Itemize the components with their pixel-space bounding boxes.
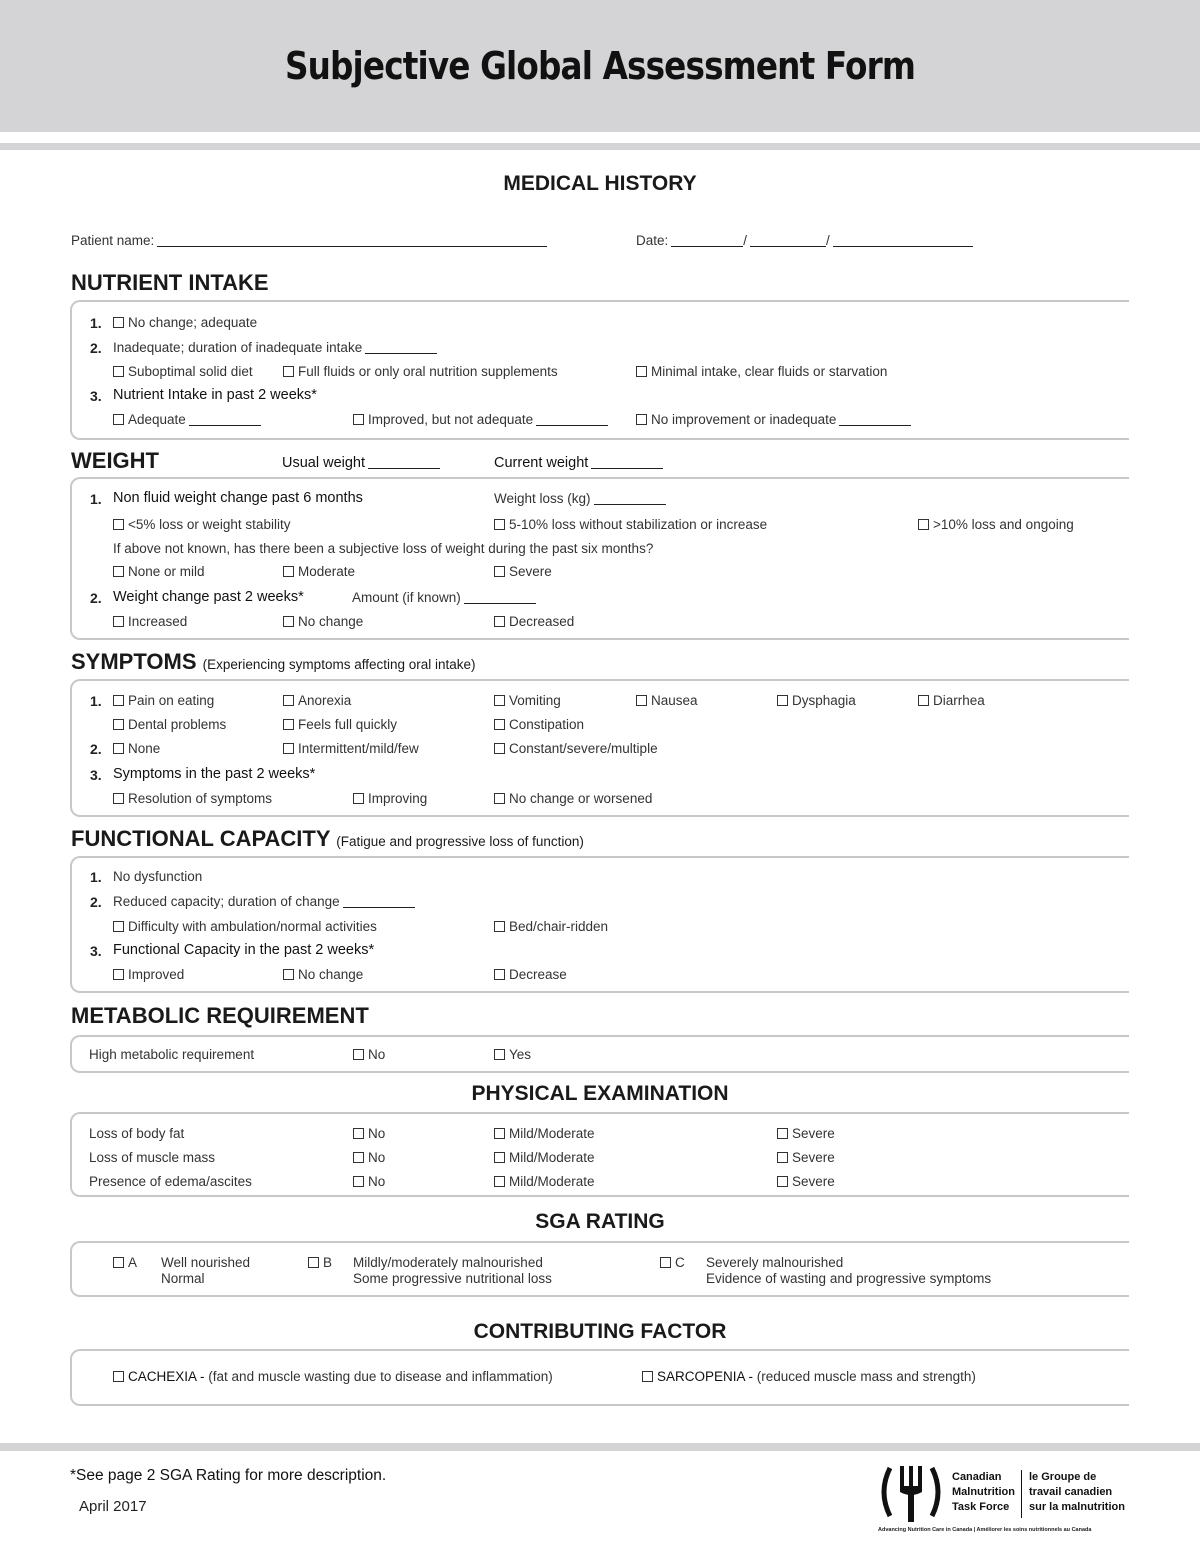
weight-change-6-months-label: Non fluid weight change past 6 months [113,490,363,506]
checkbox-lt5-loss[interactable] [113,517,290,532]
weight-heading: WEIGHT [71,448,159,473]
date-day-line[interactable] [671,246,743,247]
date-year-line[interactable] [833,246,973,247]
checkbox-moderate[interactable] [283,564,355,579]
date-month-line[interactable] [750,246,826,247]
checkbox-icon[interactable] [494,969,505,980]
checkbox-icon[interactable] [113,1257,124,1268]
option-label: >10% loss and ongoing [933,517,1074,532]
checkbox-icon[interactable] [283,695,294,706]
checkbox-no-improvement[interactable] [636,412,911,427]
checkbox-icon[interactable] [113,1371,124,1382]
revision-date: April 2017 [79,1498,147,1515]
field-line[interactable] [189,425,261,426]
option-label: Diarrhea [933,693,985,708]
item-number: 3. [90,388,102,404]
field-line[interactable] [343,907,415,908]
physical-examination-heading: PHYSICAL EXAMINATION [471,1082,729,1105]
checkbox-icon[interactable] [777,1176,788,1187]
option-label: <5% loss or weight stability [128,517,291,532]
checkbox-icon[interactable] [636,695,647,706]
option-label: Intermittent/mild/few [298,741,419,756]
page-title: Subjective Global Assessment Form [284,44,916,88]
checkbox-increased[interactable] [113,614,187,629]
option-label: None [128,741,161,756]
option-label: Improving [368,791,428,806]
checkbox-body-fat-no[interactable] [353,1126,385,1141]
factor-description: (reduced muscle mass and strength) [756,1369,976,1384]
logo-divider [1021,1470,1022,1518]
checkbox-icon[interactable] [353,414,364,425]
checkbox-edema-no[interactable] [353,1174,385,1189]
field-line[interactable] [591,468,663,469]
checkbox-none-mild[interactable] [113,564,205,579]
field-line[interactable] [536,425,608,426]
option-label: None or mild [128,564,205,579]
checkbox-icon[interactable] [777,695,788,706]
checkbox-body-fat-mild[interactable] [494,1126,595,1141]
checkbox-icon[interactable] [642,1371,653,1382]
option-label: Mild/Moderate [509,1174,595,1189]
field-line[interactable] [368,468,440,469]
checkbox-icon[interactable] [918,695,929,706]
checkbox-bed-chair-ridden[interactable] [494,919,608,934]
option-label: Decreased [509,614,575,629]
checkbox-pain-on-eating[interactable] [113,693,214,708]
patient-name-line[interactable] [157,246,547,247]
item-number: 2. [90,340,102,356]
sga-c-description [706,1255,991,1287]
logo-line: sur la malnutrition [1029,1501,1125,1513]
checkbox-icon[interactable] [113,317,124,328]
option-label: Constipation [509,717,585,732]
checkbox-icon[interactable] [283,969,294,980]
option-label: Severe [792,1126,835,1141]
option-label: Vomiting [509,693,561,708]
checkbox-sga-b[interactable] [308,1255,332,1270]
checkbox-icon[interactable] [494,616,505,627]
checkbox-metabolic-yes[interactable] [494,1047,531,1062]
logo-line: Malnutrition [952,1486,1015,1498]
checkbox-improved-not-adequate[interactable] [353,412,608,427]
option-label: Decrease [509,967,567,982]
option-label: Resolution of symptoms [128,791,273,806]
checkbox-feels-full-quickly[interactable] [283,717,397,732]
subjective-loss-question: If above not known, has there been a subjective loss of weight during the past six months? [113,541,654,556]
checkbox-icon[interactable] [283,719,294,730]
physical-row-label: Loss of body fat [89,1126,185,1141]
option-label: No [368,1174,386,1189]
checkbox-edema-severe[interactable] [777,1174,835,1189]
field-label: Usual weight [282,455,366,471]
checkbox-icon[interactable] [494,793,505,804]
contributing-factor-heading: CONTRIBUTING FACTOR [473,1320,727,1343]
checkbox-icon[interactable] [494,1049,505,1060]
weight-loss-kg-field[interactable] [494,491,666,506]
date-field[interactable] [636,233,973,248]
rating-letter: A [128,1255,138,1270]
symptoms-heading [71,649,476,675]
functional-capacity-2-weeks-label: Functional Capacity in the past 2 weeks* [113,942,375,958]
option-label: Feels full quickly [298,717,398,732]
checkbox-icon[interactable] [113,921,124,932]
option-label: No change [298,614,364,629]
medical-history-heading: MEDICAL HISTORY [503,172,697,195]
checkbox-dental-problems[interactable] [113,717,226,732]
checkbox-icon[interactable] [494,566,505,577]
field-line[interactable] [464,603,536,604]
checkbox-decreased[interactable] [494,614,574,629]
logo-line: Canadian [952,1471,1002,1483]
option-label: No change [298,967,364,982]
option-label: Full fluids or only oral nutrition supplements [298,364,558,379]
checkbox-icon[interactable] [113,969,124,980]
option-label: Moderate [298,564,356,579]
checkbox-no-change-fc[interactable] [283,967,363,982]
current-weight-field[interactable] [494,455,663,471]
footer-divider [0,1443,1200,1451]
symptoms-2-weeks-label: Symptoms in the past 2 weeks* [113,766,316,782]
checkbox-vomiting[interactable] [494,693,561,708]
checkbox-icon[interactable] [636,414,647,425]
option-label: Mild/Moderate [509,1126,595,1141]
factor-name: SARCOPENIA - [657,1369,754,1384]
checkbox-icon[interactable] [113,566,124,577]
checkbox-sarcopenia[interactable] [642,1369,976,1384]
fork-logo-icon [876,1462,946,1524]
section-title: SYMPTOMS [71,649,197,674]
logo-text-french [1029,1470,1125,1515]
option-label: Improved [128,967,185,982]
option-label: Severe [509,564,552,579]
option-label: Severe [792,1174,835,1189]
option-label: Yes [509,1047,532,1062]
usual-weight-field[interactable] [282,455,440,471]
patient-name-label: Patient name: [71,233,155,248]
option-label: Adequate [128,412,186,427]
option-label: No change or worsened [509,791,653,806]
physical-row-label: Loss of muscle mass [89,1150,216,1165]
checkbox-decrease[interactable] [494,967,567,982]
field-line[interactable] [365,353,437,354]
option-label: Constant/severe/multiple [509,741,658,756]
rating-line: Severely malnourished [706,1255,844,1270]
item-number: 3. [90,943,102,959]
checkbox-icon[interactable] [113,414,124,425]
factor-description: (fat and muscle wasting due to disease and inflammation) [208,1369,553,1384]
checkbox-none[interactable] [113,741,160,756]
field-label: Weight loss (kg) [494,491,591,506]
checkbox-icon[interactable] [494,1176,505,1187]
functional-capacity-heading [71,826,584,852]
rating-line: Normal [161,1271,205,1286]
factor-name: CACHEXIA - [128,1369,205,1384]
checkbox-icon[interactable] [113,743,124,754]
item-number: 1. [90,693,102,709]
checkbox-icon[interactable] [494,743,505,754]
date-sep-1: / [743,233,748,248]
section-title: FUNCTIONAL CAPACITY [71,826,331,851]
checkbox-severe[interactable] [494,564,552,579]
amount-if-known-field[interactable] [352,590,536,605]
checkbox-icon[interactable] [308,1257,319,1268]
logo-tagline: Advancing Nutrition Care in Canada | Améliorer les soins nutritionnels au Canada [878,1527,1092,1533]
checkbox-no-change[interactable] [283,614,363,629]
item-number: 1. [90,869,102,885]
checkbox-adequate[interactable] [113,412,261,427]
logo-line: Task Force [952,1501,1010,1513]
checkbox-constant[interactable] [494,741,658,756]
field-line[interactable] [594,504,666,505]
item-number: 3. [90,767,102,783]
checkbox-muscle-mass-severe[interactable] [777,1150,835,1165]
checkbox-icon[interactable] [777,1128,788,1139]
checkbox-icon[interactable] [113,695,124,706]
checkbox-improved[interactable] [113,967,184,982]
checkbox-icon[interactable] [660,1257,671,1268]
checkbox-body-fat-severe[interactable] [777,1126,835,1141]
checkbox-icon[interactable] [353,1176,364,1187]
item-number: 2. [90,590,102,606]
inadequate-duration-field[interactable] [113,340,437,355]
checkbox-icon[interactable] [113,366,124,377]
option-label: 5-10% loss without stabilization or increase [509,517,768,532]
physical-row-label: Presence of edema/ascites [89,1174,252,1189]
footnote: *See page 2 SGA Rating for more description. [70,1467,387,1484]
checkbox-dysphagia[interactable] [777,693,856,708]
option-label: Anorexia [298,693,352,708]
checkbox-icon[interactable] [494,519,505,530]
option-label: Difficulty with ambulation/normal activities [128,919,377,934]
checkbox-icon[interactable] [353,1152,364,1163]
checkbox-intermittent[interactable] [283,741,419,756]
rating-letter: B [323,1255,333,1270]
option-label: No improvement or inadequate [651,412,837,427]
metabolic-requirement-heading: METABOLIC REQUIREMENT [71,1003,369,1028]
option-label: Minimal intake, clear fluids or starvation [651,364,888,379]
option-label: Dysphagia [792,693,856,708]
rating-line: Evidence of wasting and progressive symptoms [706,1271,992,1286]
checkbox-icon[interactable] [353,1049,364,1060]
item-number: 1. [90,491,102,507]
item-number: 2. [90,894,102,910]
checkbox-icon[interactable] [283,743,294,754]
checkbox-cachexia[interactable] [113,1369,553,1384]
option-label: Nausea [651,693,698,708]
checkbox-icon[interactable] [353,1128,364,1139]
checkbox-icon[interactable] [113,616,124,627]
high-metabolic-requirement-label: High metabolic requirement [89,1047,255,1062]
checkbox-icon[interactable] [494,719,505,730]
nutrient-intake-heading: NUTRIENT INTAKE [71,270,269,295]
option-label: No [368,1150,386,1165]
option-label: Bed/chair-ridden [509,919,609,934]
option-label: Pain on eating [128,693,215,708]
checkbox-no-change-worsened[interactable] [494,791,652,806]
option-label: No [368,1126,386,1141]
checkbox-metabolic-no[interactable] [353,1047,385,1062]
logo-line: le Groupe de [1029,1471,1097,1483]
checkbox-icon[interactable] [113,793,124,804]
checkbox-muscle-mass-no[interactable] [353,1150,385,1165]
field-label: Amount (if known) [352,590,461,605]
rating-letter: C [675,1255,685,1270]
item-number: 2. [90,741,102,757]
section-subtitle: (Experiencing symptoms affecting oral intake) [202,657,476,672]
rating-line: Well nourished [161,1255,251,1270]
checkbox-edema-mild[interactable] [494,1174,595,1189]
logo-text-english [952,1470,1015,1515]
checkbox-icon[interactable] [283,616,294,627]
reduced-capacity-field[interactable] [113,894,415,909]
checkbox-nausea[interactable] [636,693,698,708]
sga-b-description [353,1255,552,1287]
date-label: Date: [636,233,669,248]
field-label: Reduced capacity; duration of change [113,894,340,909]
checkbox-resolution[interactable] [113,791,272,806]
checkbox-muscle-mass-mild[interactable] [494,1150,595,1165]
patient-name-field[interactable] [71,233,547,248]
checkbox-anorexia[interactable] [283,693,351,708]
field-line[interactable] [839,425,911,426]
option-label: Dental problems [128,717,227,732]
field-label: Current weight [494,455,589,471]
checkbox-icon[interactable] [494,1128,505,1139]
sga-a-description [161,1255,250,1287]
date-sep-2: / [826,233,830,248]
checkbox-diarrhea[interactable] [918,693,985,708]
header-divider [0,143,1200,150]
checkbox-suboptimal-solid-diet[interactable] [113,364,253,379]
item-number: 1. [90,315,102,331]
checkbox-icon[interactable] [777,1152,788,1163]
checkbox-icon[interactable] [636,366,647,377]
checkbox-minimal-intake[interactable] [636,364,887,379]
option-label: No [368,1047,386,1062]
checkbox-icon[interactable] [918,519,929,530]
checkbox-icon[interactable] [494,1152,505,1163]
checkbox-5-10-loss[interactable] [494,517,767,532]
field-label: Inadequate; duration of inadequate intake [113,340,363,355]
checkbox-no-change-adequate[interactable] [113,315,257,330]
section-subtitle: (Fatigue and progressive loss of function) [336,834,584,849]
checkbox-icon[interactable] [113,519,124,530]
checkbox-constipation[interactable] [494,717,584,732]
logo-line: travail canadien [1029,1486,1113,1498]
rating-line: Mildly/moderately malnourished [353,1255,543,1270]
checkbox-icon[interactable] [494,921,505,932]
option-label: Mild/Moderate [509,1150,595,1165]
checkbox-icon[interactable] [353,793,364,804]
checkbox-gt10-loss[interactable] [918,517,1074,532]
option-label: Severe [792,1150,835,1165]
checkbox-improving[interactable] [353,791,427,806]
checkbox-full-fluids[interactable] [283,364,558,379]
sga-rating-heading: SGA RATING [535,1210,665,1233]
rating-line: Some progressive nutritional loss [353,1271,552,1286]
checkbox-icon[interactable] [283,566,294,577]
option-label: No change; adequate [128,315,258,330]
nutrient-intake-2-weeks-label: Nutrient Intake in past 2 weeks* [113,387,317,403]
checkbox-sga-a[interactable] [113,1255,137,1270]
checkbox-icon[interactable] [283,366,294,377]
checkbox-sga-c[interactable] [660,1255,685,1270]
option-label: Improved, but not adequate [368,412,534,427]
weight-change-2-weeks-label: Weight change past 2 weeks* [113,589,304,605]
checkbox-difficulty-ambulation[interactable] [113,919,377,934]
checkbox-icon[interactable] [494,695,505,706]
checkbox-icon[interactable] [113,719,124,730]
option-label: Suboptimal solid diet [128,364,253,379]
no-dysfunction-label: No dysfunction [113,869,203,884]
option-label: Increased [128,614,188,629]
